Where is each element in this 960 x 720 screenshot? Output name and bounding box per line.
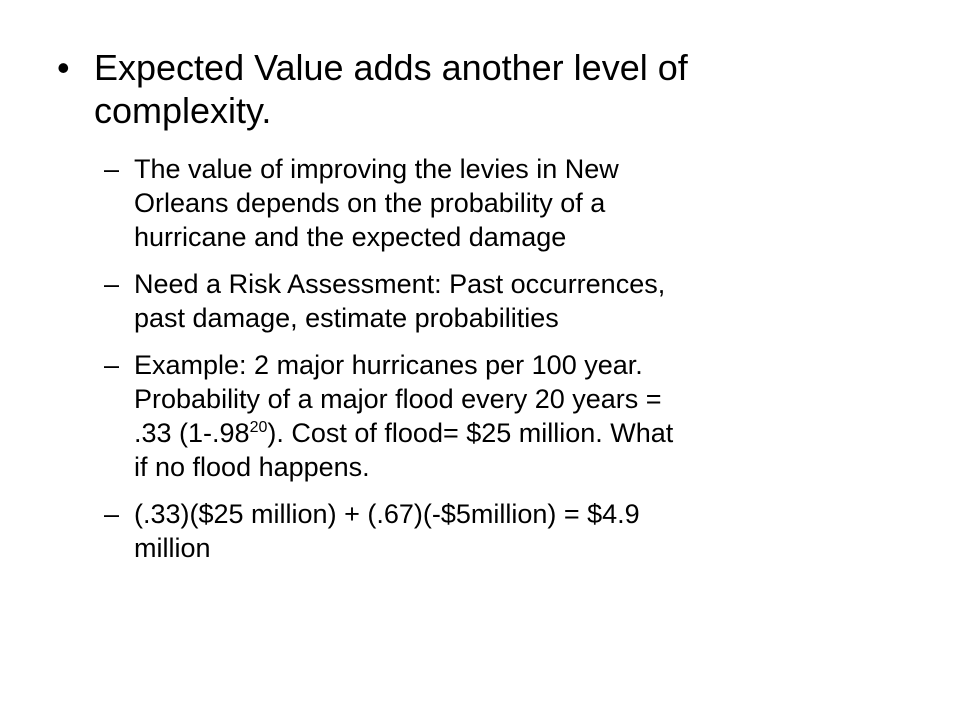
sub-bullet-list — [104, 152, 904, 578]
sub-bullet-line: million — [134, 533, 211, 563]
sub-bullet-risk-assessment — [104, 267, 904, 335]
exponent: 20 — [249, 419, 268, 436]
sub-bullet-line: past damage, estimate probabilities — [134, 303, 559, 333]
dash-marker: – — [104, 269, 120, 299]
bullet-marker: • — [57, 47, 70, 88]
dash-marker: – — [104, 350, 120, 380]
sub-bullet-text — [134, 497, 904, 565]
sub-bullet-line: Orleans depends on the probability of a — [134, 188, 606, 218]
sub-bullet-example — [104, 348, 904, 484]
formula-suffix: ). Cost of flood= $25 million. What — [267, 418, 674, 448]
sub-bullet-line-with-exponent — [134, 416, 904, 450]
sub-bullet-calculation — [104, 497, 904, 565]
sub-bullet-text — [134, 267, 904, 335]
main-bullet — [57, 46, 897, 132]
main-bullet-line: Expected Value adds another level of — [94, 47, 688, 88]
sub-bullet-line: Need a Risk Assessment: Past occurrences, — [134, 269, 666, 299]
sub-bullet-line: Example: 2 major hurricanes per 100 year. — [134, 350, 643, 380]
sub-bullet-levies — [104, 152, 904, 254]
dash-marker: – — [104, 154, 120, 184]
sub-bullet-text — [134, 348, 904, 484]
dash-marker: – — [104, 499, 120, 529]
sub-bullet-line: (.33)($25 million) + (.67)(-$5million) = $4.9 — [134, 499, 640, 529]
sub-bullet-text — [134, 152, 904, 254]
sub-bullet-line: if no flood happens. — [134, 452, 370, 482]
formula-prefix: .33 (1-.98 — [134, 418, 250, 448]
sub-bullet-line: hurricane and the expected damage — [134, 222, 567, 252]
main-bullet-text — [94, 46, 897, 132]
main-bullet-line: complexity. — [94, 90, 272, 131]
sub-bullet-line: The value of improving the levies in New — [134, 154, 619, 184]
sub-bullet-line: Probability of a major flood every 20 years = — [134, 384, 662, 414]
